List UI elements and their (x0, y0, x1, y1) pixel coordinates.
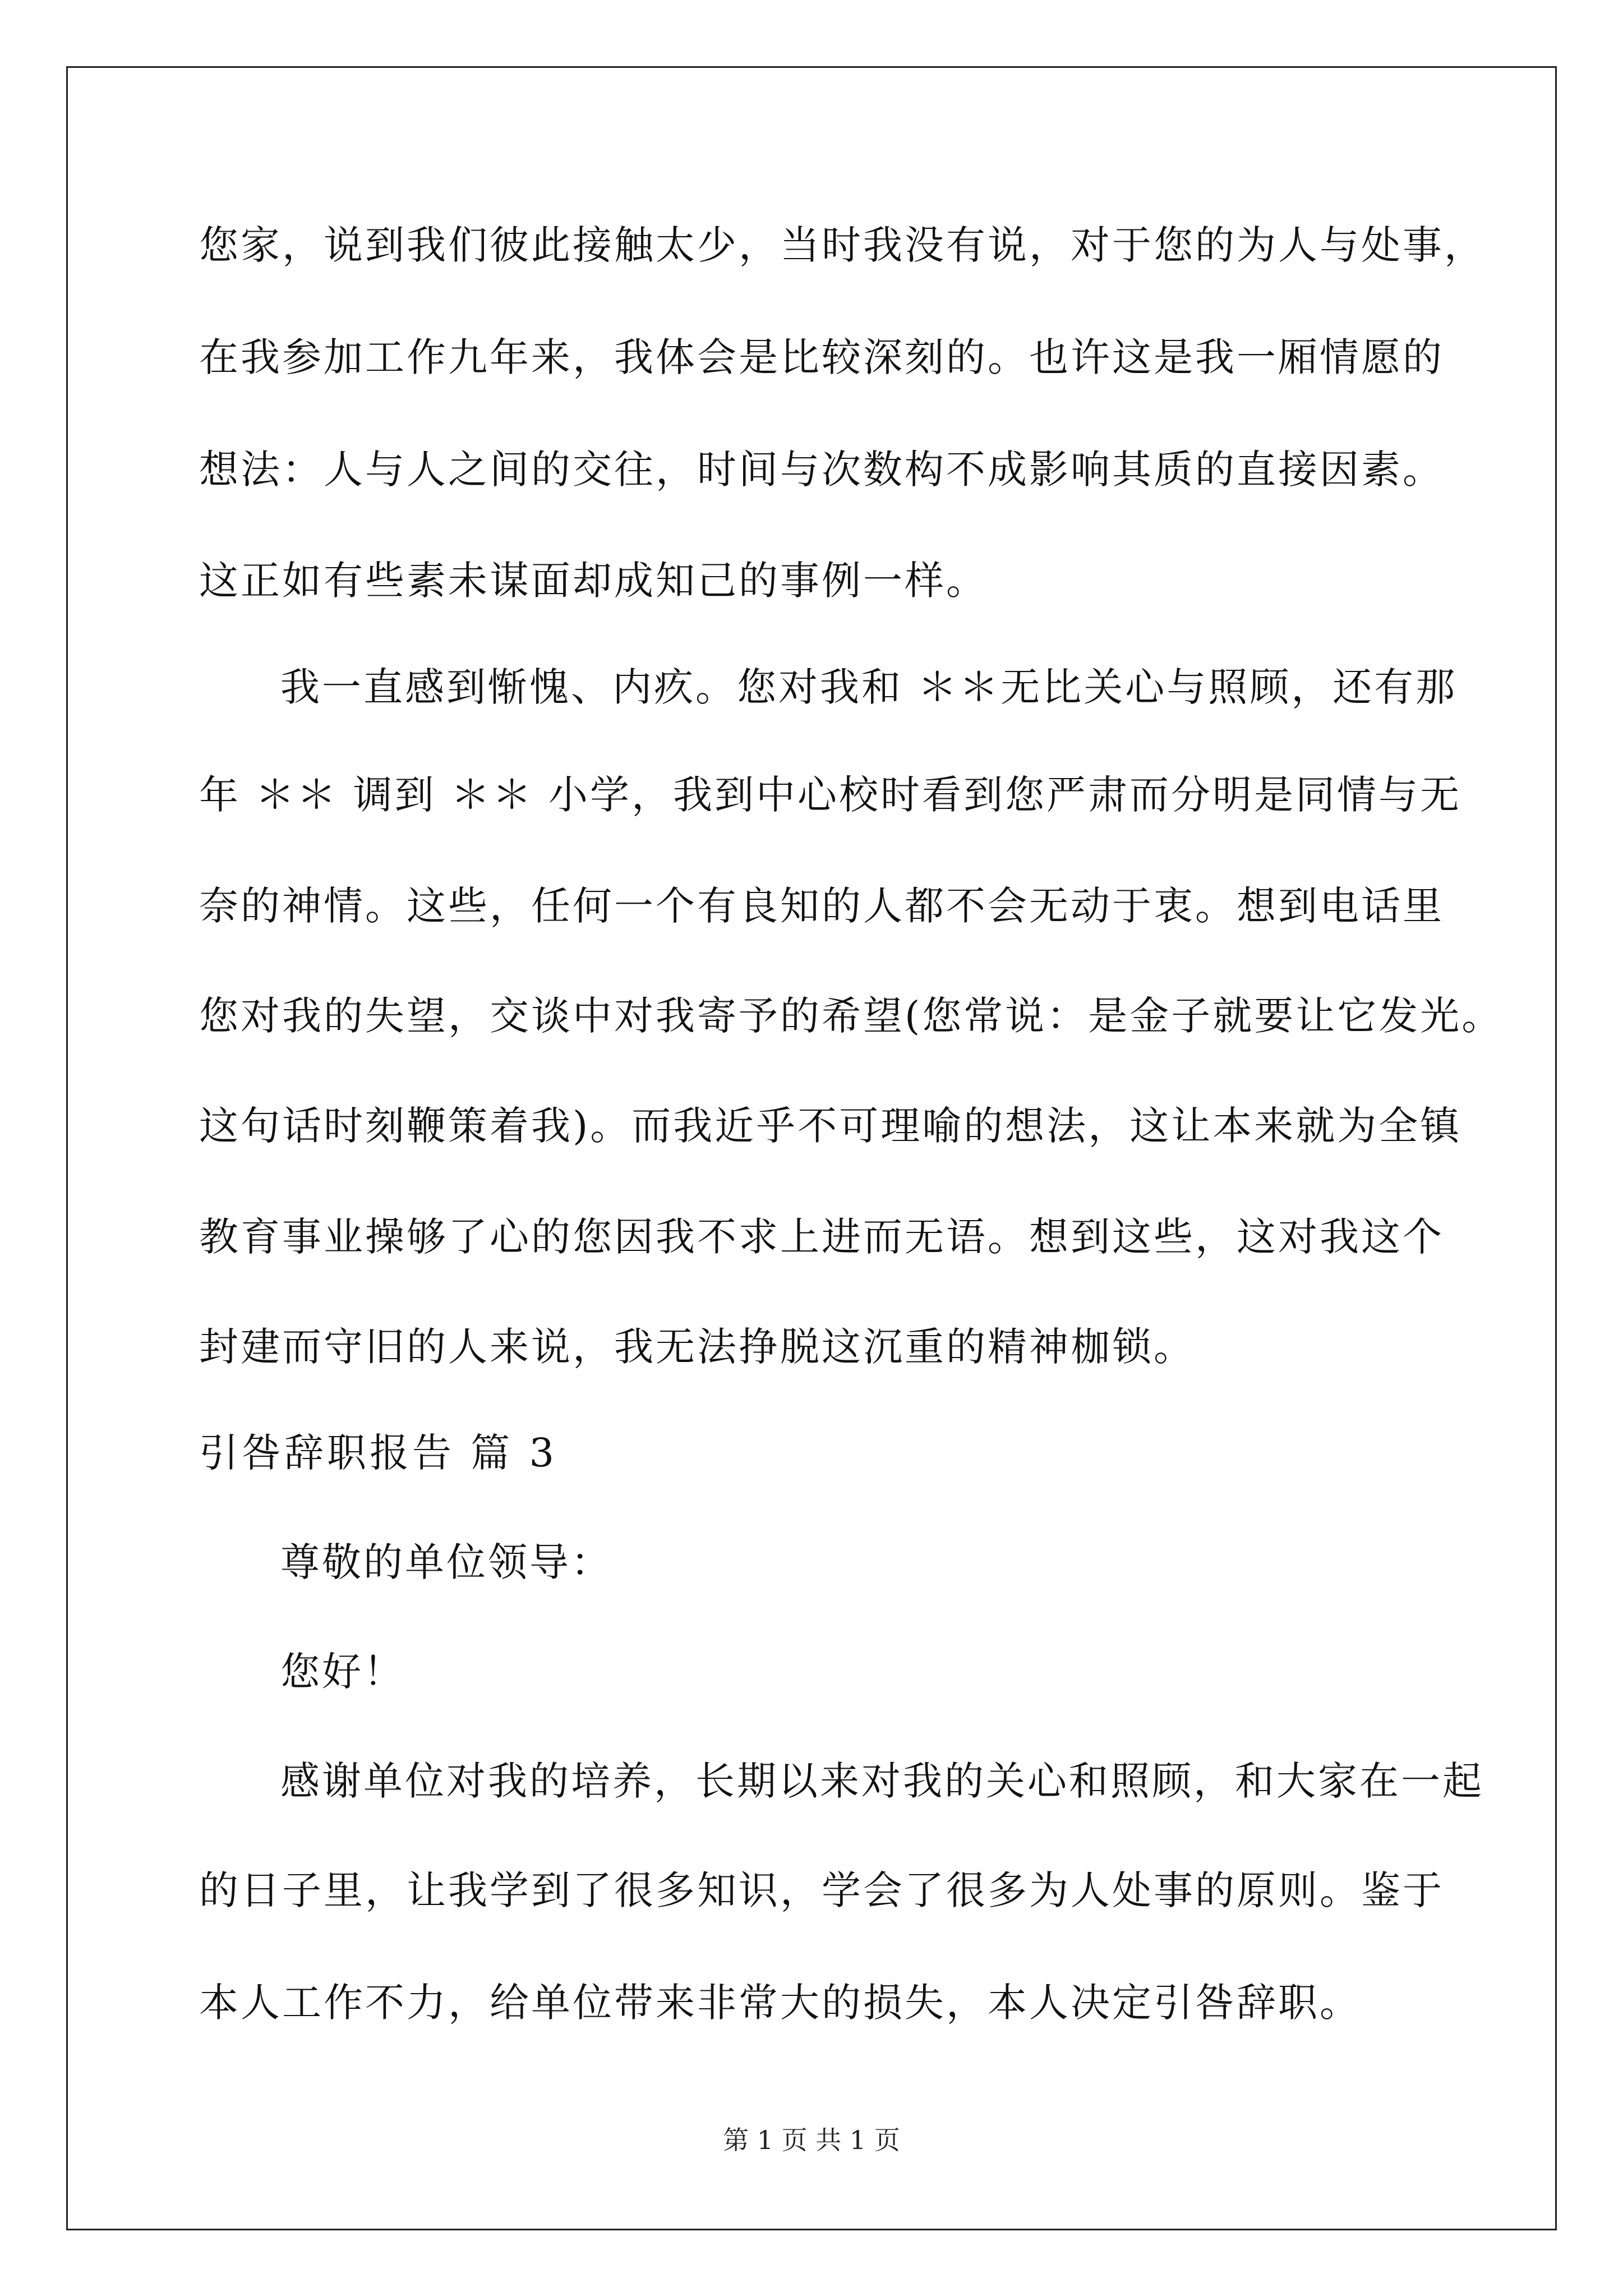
paragraph-line-1: 您家，说到我们彼此接触太少，当时我没有说，对于您的为人与处事， (199, 222, 1486, 268)
paragraph-line-3: 想法：人与人之间的交往，时间与次数构不成影响其质的直接因素。 (199, 447, 1444, 493)
page-footer: 第 1 页 共 1 页 (723, 2125, 900, 2155)
paragraph-line-7: 奈的神情。这些，任何一个有良知的人都不会无动于衷。想到电话里 (199, 883, 1444, 929)
section-heading: 引咎辞职报告 篇 3 (199, 1430, 558, 1476)
paragraph-line-17: 本人工作不力，给单位带来非常大的损失，本人决定引咎辞职。 (199, 1980, 1361, 2026)
paragraph-line-16: 的日子里，让我学到了很多知识，学会了很多为人处事的原则。鉴于 (199, 1867, 1444, 1913)
paragraph-line-10: 教育事业操够了心的您因我不求上进而无语。想到这些，这对我这个 (199, 1214, 1444, 1260)
paragraph-line-11: 封建而守旧的人来说，我无法挣脱这沉重的精神枷锁。 (199, 1324, 1195, 1370)
paragraph-line-8: 您对我的失望，交谈中对我寄予的希望(您常说：是金子就要让它发光。 (199, 993, 1504, 1039)
salutation: 尊敬的单位领导： (280, 1539, 612, 1585)
paragraph-line-9: 这句话时刻鞭策着我)。而我近乎不可理喻的想法，这让本来就为全镇 (199, 1103, 1462, 1149)
paragraph-line-5: 我一直感到惭愧、内疚。您对我和 ＊＊无比关心与照顾，还有那 (280, 664, 1458, 710)
paragraph-line-6: 年 ＊＊ 调到 ＊＊ 小学，我到中心校时看到您严肃而分明是同情与无 (199, 772, 1462, 818)
paragraph-line-2: 在我参加工作九年来，我体会是比较深刻的。也许这是我一厢情愿的 (199, 334, 1444, 380)
greeting: 您好！ (280, 1649, 405, 1695)
paragraph-line-15: 感谢单位对我的培养，长期以来对我的关心和照顾，和大家在一起 (280, 1758, 1484, 1804)
paragraph-line-4: 这正如有些素未谋面却成知己的事例一样。 (199, 558, 988, 604)
